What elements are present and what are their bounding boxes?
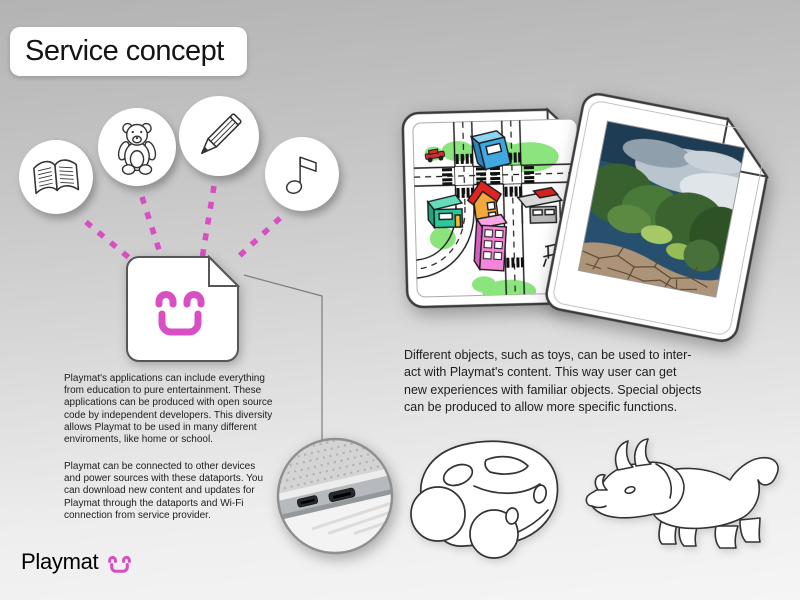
app-circle-book: [19, 140, 93, 214]
text-line: and power sources with these dataports. You: [64, 473, 264, 485]
text-line: new experiences with familiar objects. Special objects: [404, 382, 702, 397]
playmat-smiley-icon: [106, 555, 133, 574]
dashed-link-teddy: [142, 197, 162, 259]
text-line: from education to pure entertainment. These: [64, 385, 262, 397]
text-line: code by independent developers. This diversity: [64, 409, 273, 421]
brand-name: Playmat: [21, 549, 99, 574]
dashed-link-pencil: [202, 186, 214, 259]
teddy-bear-icon: [107, 116, 167, 178]
triceratops-drawing: [578, 436, 785, 556]
playmat-device: [125, 255, 240, 363]
text-line: Playmat can be connected to other devices: [64, 461, 256, 472]
paragraph-objects: [404, 347, 734, 417]
text-line: Playmat through the dataports and Wi-Fi: [64, 497, 244, 509]
paragraph-applications: [64, 373, 274, 446]
text-line: allows Playmat to be used in many different: [64, 421, 257, 433]
text-line: can be produced to allow more specific functions.: [404, 400, 678, 415]
text-line: connection from service provider.: [64, 509, 211, 521]
page-title-box: [10, 27, 247, 76]
brand-logo: [21, 549, 133, 575]
text-line: can download new content and updates for: [64, 485, 255, 497]
text-line: act with Playmat's content. This way user can get: [404, 365, 677, 380]
app-circle-pencil: [179, 96, 259, 176]
photo-screen-tablet: [540, 88, 779, 347]
page-title: Service concept: [25, 35, 224, 67]
toy-car-drawing: [400, 428, 575, 560]
pencil-icon: [188, 105, 250, 167]
dataports-closeup-photo: [275, 436, 395, 556]
music-note-icon: [274, 146, 330, 202]
text-line: Different objects, such as toys, can be used to inter-: [404, 348, 692, 362]
app-circle-music: [265, 137, 339, 211]
dashed-link-music: [234, 218, 280, 261]
app-circle-teddy: [98, 108, 176, 186]
book-icon: [27, 148, 85, 206]
folded-corner: [209, 257, 238, 286]
map-pink-tower: [474, 213, 507, 271]
text-line: enviroments, like home or school.: [64, 434, 213, 446]
text-line: Playmat's applications can include everything: [64, 373, 265, 384]
text-line: applications can be produced with open source: [64, 397, 273, 409]
paragraph-dataports: [64, 461, 274, 522]
